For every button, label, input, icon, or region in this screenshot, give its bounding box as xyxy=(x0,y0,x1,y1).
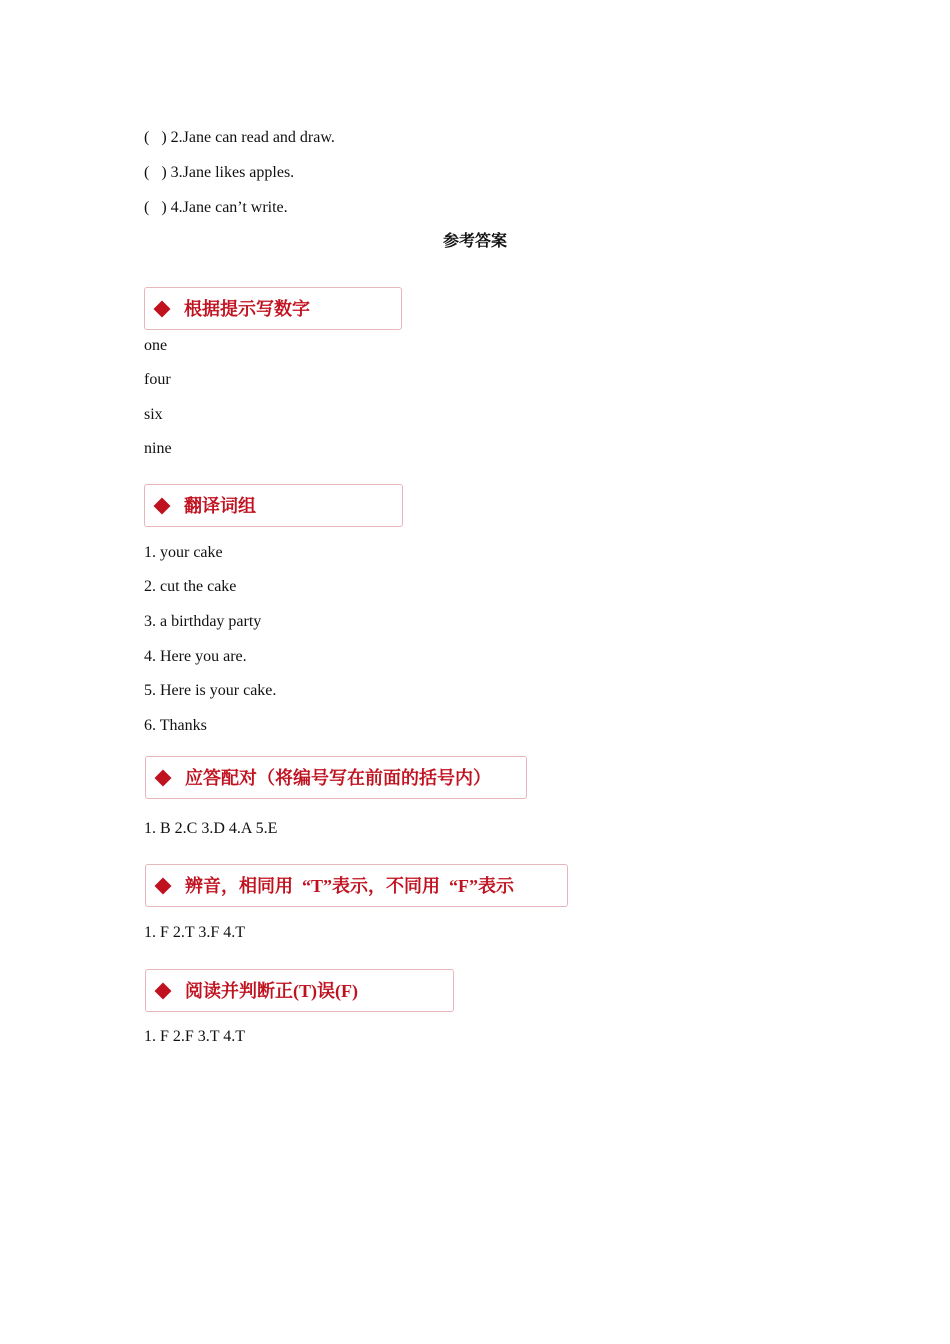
list-item: 5. Here is your cake. xyxy=(144,682,277,699)
question-line-3: ( ) 3.Jane likes apples. xyxy=(144,164,295,181)
section-header-matching xyxy=(145,756,527,799)
list-item: 6. Thanks xyxy=(144,717,207,734)
question-line-4: ( ) 4.Jane can’t write. xyxy=(144,199,288,216)
section-title: 翻译词组 xyxy=(184,495,256,516)
section-header-reading xyxy=(145,969,454,1012)
list-item: four xyxy=(144,371,171,388)
question-line-2: ( ) 2.Jane can read and draw. xyxy=(144,129,335,146)
answer-line: 1. B 2.C 3.D 4.A 5.E xyxy=(144,820,278,837)
section-header-translate xyxy=(144,484,403,527)
section-header-phonics xyxy=(145,864,568,907)
list-item: 4. Here you are. xyxy=(144,648,247,665)
diamond-icon xyxy=(155,982,172,999)
list-item: 1. your cake xyxy=(144,544,223,561)
list-item: 3. a birthday party xyxy=(144,613,262,630)
section-title: 应答配对（将编号写在前面的括号内） xyxy=(185,767,491,788)
answer-line: 1. F 2.F 3.T 4.T xyxy=(144,1028,246,1045)
list-item: six xyxy=(144,406,163,423)
list-item: nine xyxy=(144,440,172,457)
diamond-icon xyxy=(155,769,172,786)
list-item: one xyxy=(144,337,168,354)
section-title: 阅读并判断正(T)误(F) xyxy=(185,980,358,1001)
answer-line: 1. F 2.T 3.F 4.T xyxy=(144,924,246,941)
diamond-icon xyxy=(154,497,171,514)
section-title: 根据提示写数字 xyxy=(184,298,310,319)
answer-key-title: 参考答案 xyxy=(442,233,507,250)
list-item: 2. cut the cake xyxy=(144,578,237,595)
diamond-icon xyxy=(155,877,172,894)
section-header-numbers xyxy=(144,287,402,330)
diamond-icon xyxy=(154,300,171,317)
section-title: 辨音，相同用 “T”表示，不同用 “F”表示 xyxy=(185,875,514,896)
